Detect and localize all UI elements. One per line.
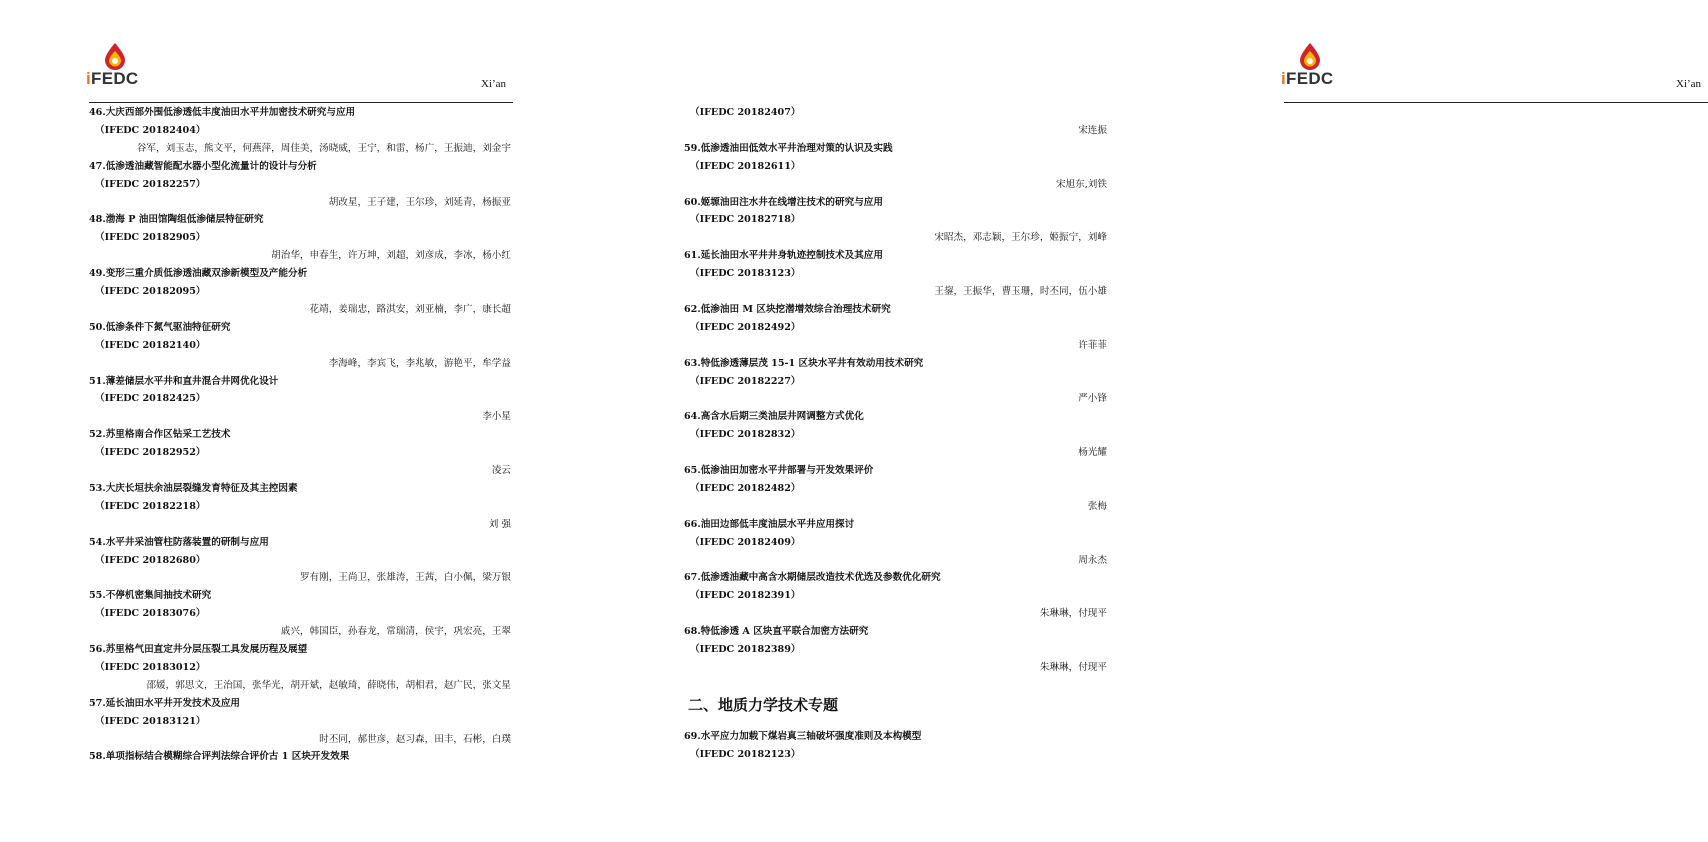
- entry-authors: 李小星: [482, 411, 511, 423]
- entry-authors: 杨光耀: [1078, 447, 1107, 459]
- entry-title: 67.低渗透油藏中高含水期储层改造技术优选及参数优化研究: [684, 572, 941, 584]
- entry-title: 49.变形三重介质低渗透油藏双渗新模型及产能分析: [89, 268, 308, 280]
- entry-title: 60.姬塬油田注水井在线增注技术的研究与应用: [684, 196, 883, 208]
- entry-authors: 谷军，刘玉志，熊文平，何燕萍，周佳美，汤晓威，王宁，和雷，杨广，王振迪，刘金宇: [136, 142, 511, 154]
- header-rule: [1284, 102, 1708, 103]
- entry-title: 48.渤海 P 油田馆陶组低渗储层特征研究: [89, 214, 264, 226]
- entry-title: 68.特低渗透 A 区块直平联合加密方法研究: [684, 626, 869, 638]
- entry-code: （IFEDC 20182407）: [690, 107, 801, 118]
- entry-code: （IFEDC 20182123）: [690, 748, 801, 760]
- entry-title: 64.高含水后期三类油层井网调整方式优化: [684, 411, 864, 423]
- entry-title: 54.水平井采油管柱防落装置的研制与应用: [89, 536, 269, 548]
- entry-authors: 宋旭东,刘铁: [1055, 178, 1107, 190]
- ifedc-logo: [1281, 42, 1341, 90]
- entry-title: 50.低渗条件下氮气驱油特征研究: [89, 321, 231, 333]
- entry-authors: 严小锋: [1078, 393, 1107, 405]
- entry-title: 46.大庆西部外围低渗透低丰度油田水平井加密技术研究与应用: [89, 107, 356, 118]
- entry-code: （IFEDC 20183012）: [95, 661, 206, 673]
- entry-code: （IFEDC 20182492）: [690, 321, 801, 333]
- entry-code: （IFEDC 20182389）: [690, 644, 801, 655]
- entry-code: （IFEDC 20182227）: [690, 375, 801, 387]
- ifedc-logo: [86, 42, 146, 90]
- entry-authors: 凌云: [491, 465, 511, 476]
- header-rule: [89, 102, 513, 103]
- entry-title: 63.特低渗透薄层茂 15-1 区块水平井有效动用技术研究: [684, 357, 924, 369]
- entry-authors: 胡治华，申春生，许万坤，刘超，刘彦成，李冰，杨小红: [271, 250, 511, 262]
- entry-authors: 王鋆，王振华，曹玉珊，时丕同，伍小雄: [934, 286, 1107, 297]
- entry-code: （IFEDC 20182391）: [690, 590, 801, 602]
- entry-authors: 朱琳琳，付现平: [1039, 608, 1107, 620]
- entry-title: 51.薄差储层水平井和直井混合井网优化设计: [89, 375, 279, 387]
- right-page: [596, 0, 1702, 842]
- entry-title: 56.苏里格气田直定井分层压裂工具发展历程及展望: [89, 644, 308, 655]
- entry-code: （IFEDC 20182905）: [95, 232, 206, 244]
- entry-code: （IFEDC 20182832）: [690, 429, 801, 441]
- entry-code: （IFEDC 20182404）: [95, 124, 206, 136]
- entry-authors: 时丕同，郝世彦，赵习森，田丰，石彬，白璞: [319, 733, 511, 745]
- entry-title: 47.低渗透油藏智能配水器小型化流量计的设计与分析: [89, 160, 317, 172]
- entry-authors: 邵媛，郭思文，王治国，张华光，胡开斌，赵敏琦，薛晓伟，胡相君，赵广民，张文星: [146, 679, 511, 691]
- entry-code: （IFEDC 20183123）: [690, 268, 801, 280]
- entry-authors: 朱琳琳，付现平: [1039, 661, 1107, 673]
- entry-authors: 花靖，姜瑞忠，路淇安，刘亚楠，李广，康长超: [309, 303, 511, 315]
- entry-authors: 李海峰，李宾飞，李兆敏，游艳平，牟学益: [328, 357, 511, 369]
- entry-code: （IFEDC 20182611）: [690, 160, 801, 172]
- entry-code: （IFEDC 20182095）: [95, 286, 206, 297]
- entry-title: 61.延长油田水平井井身轨迹控制技术及其应用: [684, 250, 883, 262]
- entry-title: 66.油田边部低丰度油层水平井应用探讨: [684, 518, 855, 530]
- entry-code: （IFEDC 20182218）: [95, 500, 206, 512]
- entry-code: （IFEDC 20182680）: [95, 554, 206, 566]
- entry-title: 55.不停机密集间抽技术研究: [89, 590, 212, 602]
- entry-title: 58.单项指标结合模糊综合评判法综合评价古 1 区块开发效果: [89, 751, 350, 763]
- entry-authors: 宋连振: [1078, 124, 1107, 136]
- entry-title: 65.低渗油田加密水平井部署与开发效果评价: [684, 465, 874, 476]
- entry-title: 69.水平应力加载下煤岩真三轴破坏强度准则及本构模型: [684, 731, 922, 742]
- entry-title: 57.延长油田水平井开发技术及应用: [89, 697, 241, 709]
- entry-authors: 张梅: [1087, 500, 1107, 512]
- entry-code: （IFEDC 20182257）: [95, 178, 206, 190]
- entry-code: （IFEDC 20183076）: [95, 608, 206, 620]
- entry-title: 59.低渗透油田低效水平井治理对策的认识及实践: [684, 142, 893, 154]
- entry-authors: 胡改星，王子建，王尔珍，刘延青，杨振亚: [328, 196, 511, 208]
- entry-code: （IFEDC 20182482）: [690, 482, 801, 494]
- header-city: Xi’an: [481, 78, 507, 90]
- logo-wordmark: iFEDC: [1281, 69, 1334, 88]
- entry-code: （IFEDC 20182952）: [95, 447, 206, 459]
- entry-authors: 周永杰: [1078, 554, 1107, 566]
- logo-wordmark: iFEDC: [86, 69, 139, 88]
- oil-drop-icon: [1298, 42, 1322, 70]
- entry-title: 53.大庆长垣扶余油层裂缝发育特征及其主控因素: [89, 482, 298, 494]
- left-page: [0, 0, 596, 842]
- entry-title: 62.低渗油田 M 区块挖潜增效综合治理技术研究: [684, 303, 891, 315]
- entry-code: （IFEDC 20182425）: [95, 393, 206, 405]
- oil-drop-icon: [103, 42, 127, 70]
- entry-code: （IFEDC 20183121）: [95, 715, 206, 727]
- entry-authors: 许菲菲: [1078, 339, 1107, 351]
- entry-code: （IFEDC 20182140）: [95, 339, 206, 351]
- entry-code: （IFEDC 20182409）: [690, 536, 801, 548]
- header-city: Xi’an: [1676, 78, 1702, 90]
- entry-authors: 刘 强: [488, 518, 511, 530]
- entry-authors: 罗有刚，王尚卫，张雄涛，王茜，白小佩，梁万银: [299, 572, 511, 584]
- entry-authors: 宋昭杰，邓志颖，王尔珍，姬振宁，刘峰: [934, 232, 1107, 244]
- entry-authors: 戚兴，韩国臣，孙春龙，常瑞清，侯宇，巩宏亮，王翠: [280, 626, 511, 638]
- entry-code: （IFEDC 20182718）: [690, 214, 801, 226]
- entry-title: 52.苏里格南合作区钻采工艺技术: [89, 429, 231, 441]
- section-heading: 二、地质力学技术专题: [688, 696, 839, 714]
